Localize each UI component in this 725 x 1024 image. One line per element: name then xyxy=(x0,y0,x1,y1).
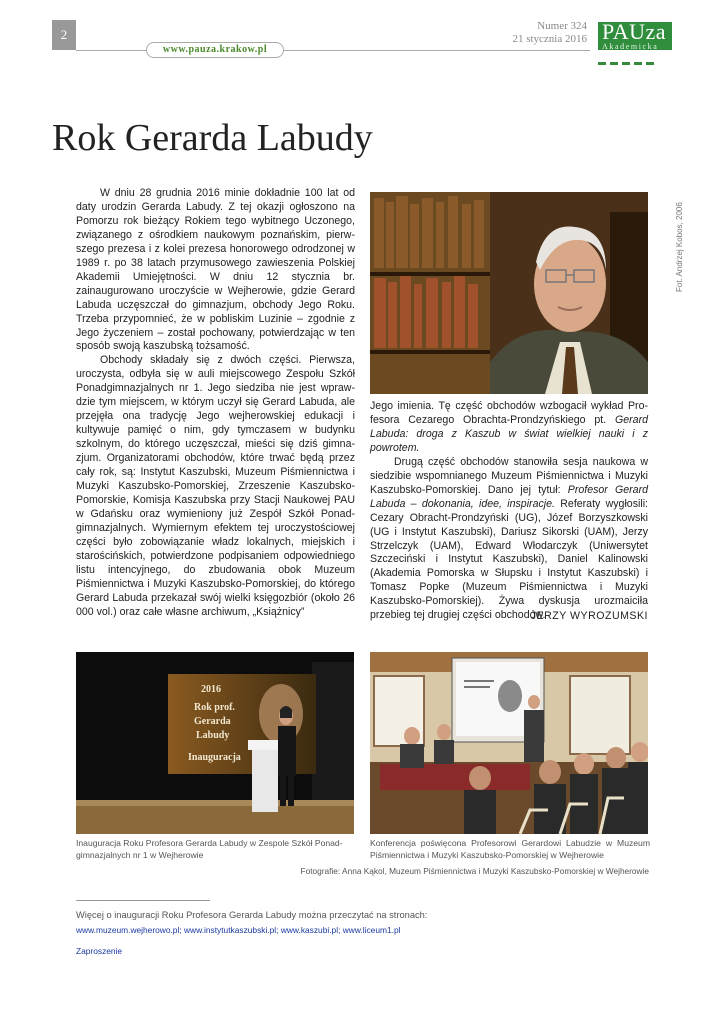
pauza-logo[interactable] xyxy=(598,19,672,51)
more-info-text: Więcej o inauguracji Roku Profesora Gerarda Labudy można przeczytać na stronach: xyxy=(76,910,428,920)
article-paragraph xyxy=(370,456,648,623)
article-paragraph: W dniu 28 grudnia 2016 minie dokładnie 100 lat od daty urodzin Gerarda Labudy. Z tej okazji ogłoszono na Pomorzu rok bieżący Rokiem tego wybitnego Uczonego, związanego z ośrodkiem naukowym poznańskim, pierwszego prezesa i z kolei prezesa honorowego odrodzonej w 1989 r. po 38 latach przymusowego zawieszenia Polskiej Akademii Umiejętności. W dniu 12 stycznia br. zainaugurowano uroczyście w Wejherowie, gdzie Gerard Labuda uczęszczał do gimnazjum, obchody Jego Roku. Trzeba przypomnieć, że w pobliskim Luzinie – zgodnie z Jego życzeniem – został pochowany, potwierdzając w ten sposób swoją kaszubską tożsamość. xyxy=(76,187,355,353)
link-instytut-kaszubski[interactable]: www.instytutkaszubski.pl xyxy=(184,925,277,935)
screen-text: Rok prof. xyxy=(194,702,235,713)
conference-photo-caption: Konferencja poświęcona Profesorowi Gerardowi Labudzie w Muzeum Piśmiennictwa i Muzyki Kaszubsko-Pomorskiej w Wejherowie xyxy=(370,838,650,860)
invitation-link[interactable]: Zaproszenie xyxy=(76,946,123,956)
screen-text: Labudy xyxy=(196,730,230,741)
issue-info xyxy=(512,20,587,46)
lecture-title: Gerard Labuda: droga z Kaszub w świat wielkiej nauki i z powrotem. xyxy=(370,413,648,454)
article-paragraph: Obchody składały się z dwóch części. Pierwsza, uroczysta, odbyła się w auli miejscowego Zespołu Szkół Ponadgimnazjalnych nr 1. Jego siedziba nie jest wprawdzie tym miejscem, w którym uczył się Gerard Labuda, ale przejęła ona tradycję Jego wejherowskiej edukacji i kultywuje pamięć o nim, gdy tymczasem w budynku szkolnym, do którego uczęszczał, mieści się dziś gimnazjum. Organizatorami obchodów, które trwać będą przez cały rok, są: Instytut Kaszubski, Muzeum Piśmiennictwa i Muzyki Kaszubsko-Pomorskiej, Zrzeszenie Kaszubsko-Pomorskie, Komisja Kaszubska przy Stacji Naukowej PAU w Gdańsku oraz wymieniony już Zespół Szkół Ponadgimnazjalnych. Wymiernym efektem tej uroczystościowej części było zobowiązanie władz lokalnych, miejskich i starościńskich, potwierdzone podpisaniem odpowiedniego listu intencyjnego, do zbudowania obok Muzeum Piśmiennictwa i Muzyki Kaszubsko-Pomorskiej, do którego Gerard Labuda przekazał swój wielki księgozbiór (około 26 000 vol.) oraz całe własne archiwum, „Książnicy” xyxy=(76,354,355,618)
logo-main-text: PAUza xyxy=(602,19,667,44)
inauguration-photo xyxy=(76,652,354,834)
link-kaszubi[interactable]: www.kaszubi.pl xyxy=(280,925,339,935)
footnote-divider xyxy=(76,900,210,901)
website-link[interactable]: www.pauza.krakow.pl xyxy=(146,42,284,58)
portrait-photo xyxy=(370,192,648,394)
logo-decoration xyxy=(598,52,672,56)
page-number: 2 xyxy=(52,20,76,50)
screen-text: Gerarda xyxy=(194,716,231,727)
footer-links: www.muzeum.wejherowo.pl; www.instytutkaszubski.pl; www.kaszubi.pl; www.liceum1.pl xyxy=(76,925,401,935)
screen-text: Inauguracja xyxy=(188,752,241,763)
link-muzeum-wejherowo[interactable]: www.muzeum.wejherowo.pl xyxy=(76,925,180,935)
conference-photo xyxy=(370,652,648,834)
issue-number: Numer 324 xyxy=(537,20,587,32)
issue-date: 21 stycznia 2016 xyxy=(512,33,587,45)
article-title: Rok Gerarda Labudy xyxy=(52,117,373,159)
session-title: Profesor Gerard Labuda – dokonania, idee, inspiracje. xyxy=(370,483,648,510)
article-paragraph-continued xyxy=(370,400,648,456)
paragraph-text: Jego imienia. Tę część obchodów wzbogacił wykład Profesora Cezarego Obrachta-Prondzyńskiego pt. xyxy=(370,400,648,426)
article-author: JERZY WYROZUMSKI xyxy=(530,610,648,622)
photos-credit: Fotografie: Anna Kąkol, Muzeum Piśmiennictwa i Muzyki Kaszubsko-Pomorskiej w Wejherowie xyxy=(300,866,649,876)
paragraph-text: Referaty wygłosili: Cezary Obracht-Prondzyński (UG), Józef Borzyszkowski (UG i Instytut Kaszubski), Dariusz Sikorski (UAM), Jerzy Strzelczyk (UAM), Edward Włodarczyk (Uniwersytet Szczeciński i Instytut Kaszubski), Daniel Kalinowski (Akademia Pomorska w Słupsku i Instytut Kaszubski) i Tomasz Popke (Muzeum Piśmiennictwa i Muzyki Kaszubsko-Pomorskiej). Żywa dyskusja urozmaiciła przebieg tej drugiej części obchodów. xyxy=(370,497,648,622)
logo-sub-text: Akademicka xyxy=(602,42,659,51)
link-liceum1[interactable]: www.liceum1.pl xyxy=(342,925,401,935)
paragraph-text: Drugą część obchodów stanowiła sesja naukowa w siedzibie wspomnianego Muzeum Piśmiennictwa i Muzyki Kaszubsko-Pomorskiej. Dano jej tytuł: xyxy=(370,455,648,496)
article-right-column xyxy=(370,400,648,623)
screen-text: 2016 xyxy=(201,684,221,695)
article-left-column xyxy=(76,187,355,620)
inauguration-photo-caption: Inauguracja Roku Profesora Gerarda Labudy w Zespole Szkół Ponadgimnazjalnych nr 1 w Wejherowie xyxy=(76,838,343,860)
portrait-photo-credit: Fot. Andrzej Kobos, 2006 xyxy=(675,202,684,292)
